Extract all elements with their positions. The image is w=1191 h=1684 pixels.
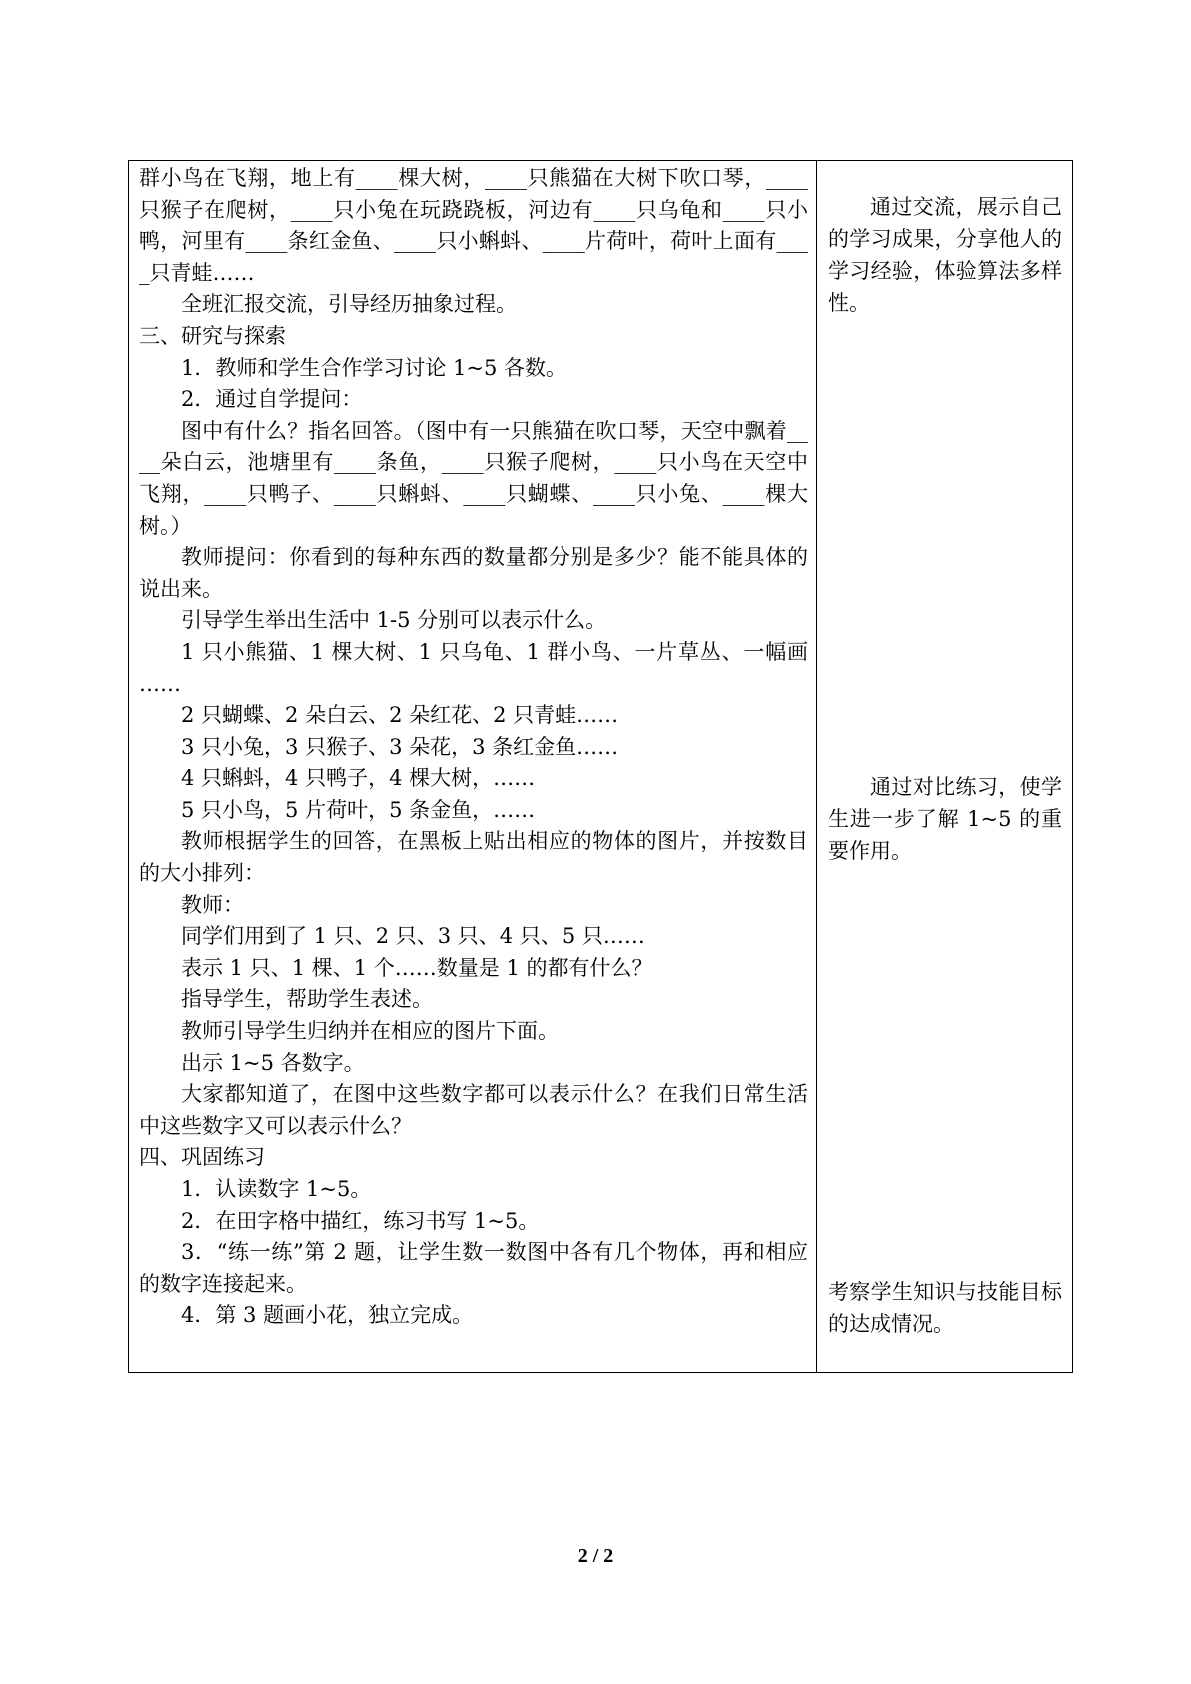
- section-heading: 四、巩固练习: [139, 1145, 265, 1170]
- page-number: 2 / 2: [577, 1545, 614, 1567]
- table-row: [129, 161, 1073, 1373]
- design-note: 通过交流，展示自己的学习成果，分享他人的学习经验，体验算法多样性。: [828, 195, 1062, 315]
- content-line: 教师提问：你看到的每种东西的数量都分别是多少？能不能具体的说出来。: [139, 545, 808, 601]
- design-note: 考察学生知识与技能目标的达成情况。: [828, 1280, 1062, 1336]
- content-line: 1 只小熊猫、1 棵大树、1 只乌龟、1 群小鸟、一片草丛、一幅画 ……: [139, 639, 808, 696]
- content-line: 大家都知道了，在图中这些数字都可以表示什么？在我们日常生活中这些数字又可以表示什么？: [139, 1082, 808, 1138]
- content-line: 表示 1 只、1 棵、1 个……数量是 1 的都有什么？: [181, 955, 653, 980]
- content-line: 图中有什么？指名回答。（图中有一只熊猫在吹口琴，天空中飘着____朵白云，池塘里有____条鱼，____只猴子爬树，____只小鸟在天空中飞翔，____只鸭子、____只蝌蚪、____只蝴蝶、____只小兔、____棵大树。）: [139, 418, 808, 538]
- content-line: 教师根据学生的回答，在黑板上贴出相应的物体的图片，并按数目的大小排列：: [139, 829, 808, 886]
- content-line: 全班汇报交流，引导经历抽象过程。: [181, 292, 517, 317]
- content-line: 教师引导学生归纳并在相应的图片下面。: [181, 1019, 559, 1044]
- content-line: 引导学生举出生活中 1-5 分别可以表示什么。: [181, 608, 607, 633]
- content-line: 5 只小鸟，5 片荷叶，5 条金鱼，……: [181, 797, 536, 822]
- content-line: 2．通过自学提问：: [181, 387, 363, 412]
- content-line: 2 只蝴蝶、2 朵白云、2 朵红花、2 只青蛙……: [181, 703, 619, 728]
- content-line: 出示 1~5 各数字。: [181, 1050, 365, 1075]
- content-line: 4 只蝌蚪，4 只鸭子，4 棵大树，……: [181, 766, 536, 791]
- design-intent-cell: [817, 161, 1073, 1373]
- content-line: 3 只小兔，3 只猴子、3 朵花，3 条红金鱼……: [181, 734, 619, 759]
- section-heading: 三、研究与探索: [139, 323, 286, 348]
- content-line: 1．认读数字 1~5。: [181, 1177, 372, 1201]
- lesson-content-cell: [129, 161, 817, 1373]
- content-line: 教师：: [181, 892, 244, 917]
- content-line: 指导学生，帮助学生表述。: [181, 987, 433, 1012]
- content-line: 群小鸟在飞翔，地上有____棵大树，____只熊猫在大树下吹口琴，____只猴子在爬树，____只小兔在玩跷跷板，河边有____只乌龟和____只小鸭，河里有____条红金鱼、____只小蝌蚪、____片荷叶，荷叶上面有____只青蛙……: [139, 166, 808, 285]
- content-line: 4．第 3 题画小花，独立完成。: [181, 1303, 474, 1328]
- lesson-content: [129, 161, 816, 1332]
- lesson-plan-table: [128, 160, 1073, 1373]
- content-line: 1．教师和学生合作学习讨论 1~5 各数。: [181, 355, 568, 380]
- design-note: 通过对比练习，使学生进一步了解 1~5 的重要作用。: [828, 775, 1062, 863]
- content-line: 2．在田字格中描红，练习书写 1~5。: [181, 1208, 540, 1233]
- content-line: 3．“练一练”第 2 题，让学生数一数图中各有几个物体，再和相应的数字连接起来。: [139, 1240, 808, 1296]
- content-line: 同学们用到了 1 只、2 只、3 只、4 只、5 只……: [181, 924, 645, 949]
